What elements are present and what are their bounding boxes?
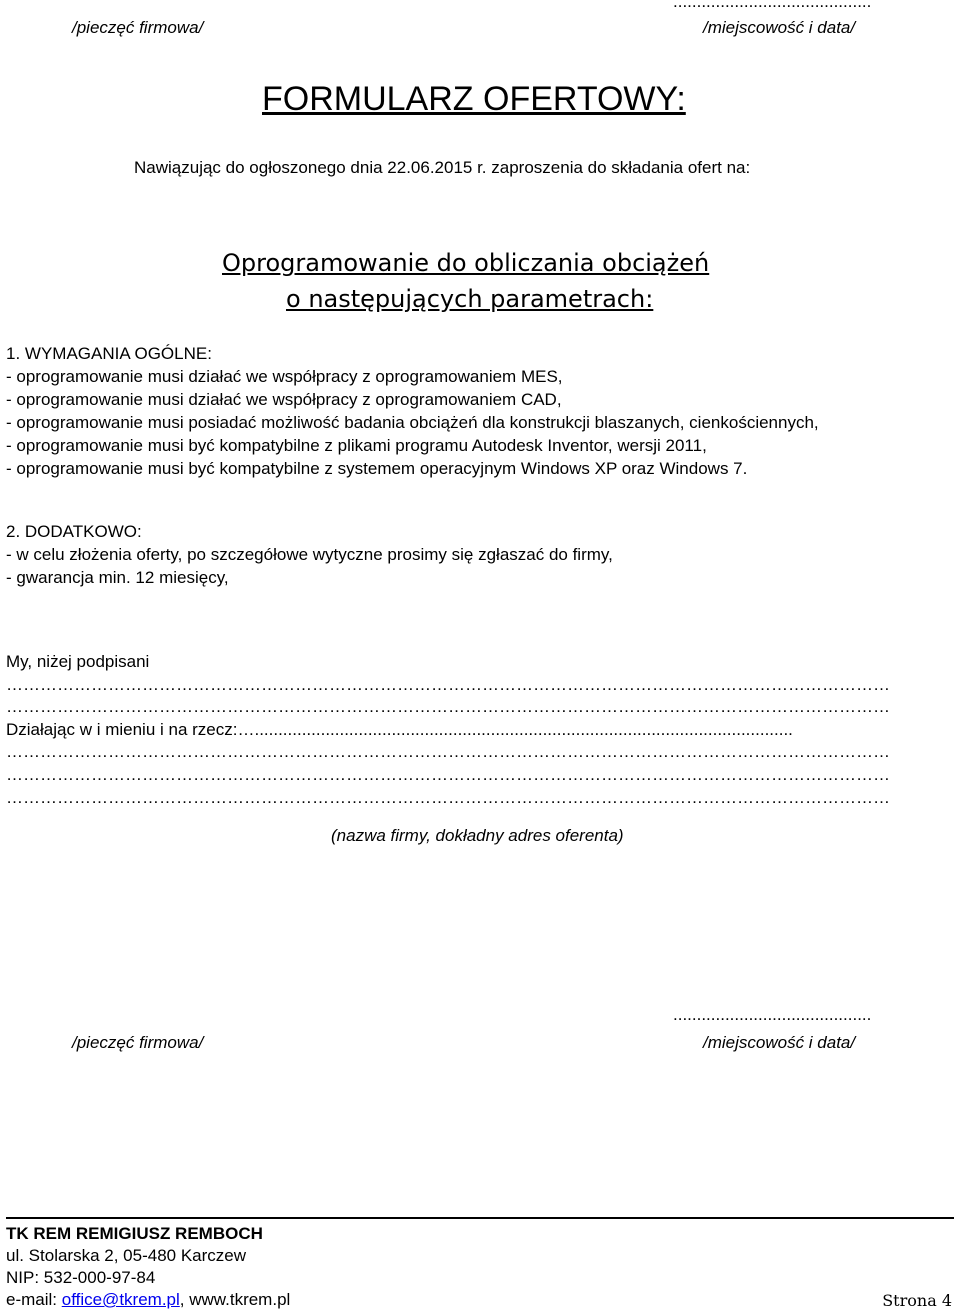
acting-dots: ….................................................................................................................. bbox=[237, 720, 793, 739]
section2-heading: 2. DODATKOWO: bbox=[6, 522, 142, 541]
footer-nip: NIP: 532-000-97-84 bbox=[6, 1268, 156, 1287]
page-number: Strona 4 bbox=[882, 1291, 952, 1310]
footer-web: , www.tkrem.pl bbox=[179, 1290, 291, 1309]
acting-label: Działając w i mieniu i na rzecz: bbox=[6, 720, 238, 739]
subject-line-1: Oprogramowanie do obliczania obciążeń bbox=[222, 249, 710, 277]
section1-item: - oprogramowanie musi posiadać możliwość badania obciążeń dla konstrukcji blaszanych, cienkościennych, bbox=[6, 413, 819, 432]
footer-email-prefix: e-mail: bbox=[6, 1290, 62, 1309]
footer-email-link[interactable]: office@tkrem.pl bbox=[61, 1290, 180, 1309]
bottom-date-dots: .......................................... bbox=[673, 1005, 872, 1024]
subject-line-2: o następujących parametrach: bbox=[286, 285, 654, 313]
footer-contact bbox=[6, 1290, 290, 1310]
section1-item: - oprogramowanie musi być kompatybilne z systemem operacyjnym Windows XP oraz Windows 7. bbox=[6, 459, 748, 478]
bottom-place-date-label: /miejscowość i data/ bbox=[703, 1033, 856, 1052]
section1-heading: 1. WYMAGANIA OGÓLNE: bbox=[6, 344, 212, 363]
signed-dots-line: ………………………………………………………………………………………………………………………………………… bbox=[6, 697, 890, 716]
page-title: FORMULARZ OFERTOWY: bbox=[262, 80, 686, 118]
signed-label: My, niżej podpisani bbox=[6, 652, 150, 671]
acting-dots-line: ………………………………………………………………………………………………………………………………………… bbox=[6, 742, 890, 761]
acting-row bbox=[6, 720, 793, 740]
bottom-stamp-label: /pieczęć firmowa/ bbox=[72, 1033, 204, 1052]
section1-item: - oprogramowanie musi działać we współpracy z oprogramowaniem MES, bbox=[6, 367, 563, 386]
top-stamp-label: /pieczęć firmowa/ bbox=[72, 18, 204, 37]
acting-dots-line: ………………………………………………………………………………………………………………………………………… bbox=[6, 788, 890, 807]
top-place-date-label: /miejscowość i data/ bbox=[703, 18, 856, 37]
footer-divider bbox=[6, 1217, 954, 1219]
intro-text: Nawiązując do ogłoszonego dnia 22.06.2015 r. zaproszenia do składania ofert na: bbox=[134, 158, 751, 177]
footer-company: TK REM REMIGIUSZ REMBOCH bbox=[6, 1224, 263, 1243]
footer-address: ul. Stolarska 2, 05-480 Karczew bbox=[6, 1246, 247, 1265]
top-date-dots: .......................................... bbox=[673, 0, 872, 11]
signed-dots-line: ………………………………………………………………………………………………………………………………………… bbox=[6, 675, 890, 694]
section1-item: - oprogramowanie musi być kompatybilne z plikami programu Autodesk Inventor, wersji 2011, bbox=[6, 436, 707, 455]
section2-item: - gwarancja min. 12 miesięcy, bbox=[6, 568, 229, 587]
acting-dots-line: ………………………………………………………………………………………………………………………………………… bbox=[6, 765, 890, 784]
section2-item: - w celu złożenia oferty, po szczegółowe wytyczne prosimy się zgłaszać do firmy, bbox=[6, 545, 613, 564]
section1-item: - oprogramowanie musi działać we współpracy z oprogramowaniem CAD, bbox=[6, 390, 562, 409]
company-caption: (nazwa firmy, dokładny adres oferenta) bbox=[331, 826, 624, 845]
